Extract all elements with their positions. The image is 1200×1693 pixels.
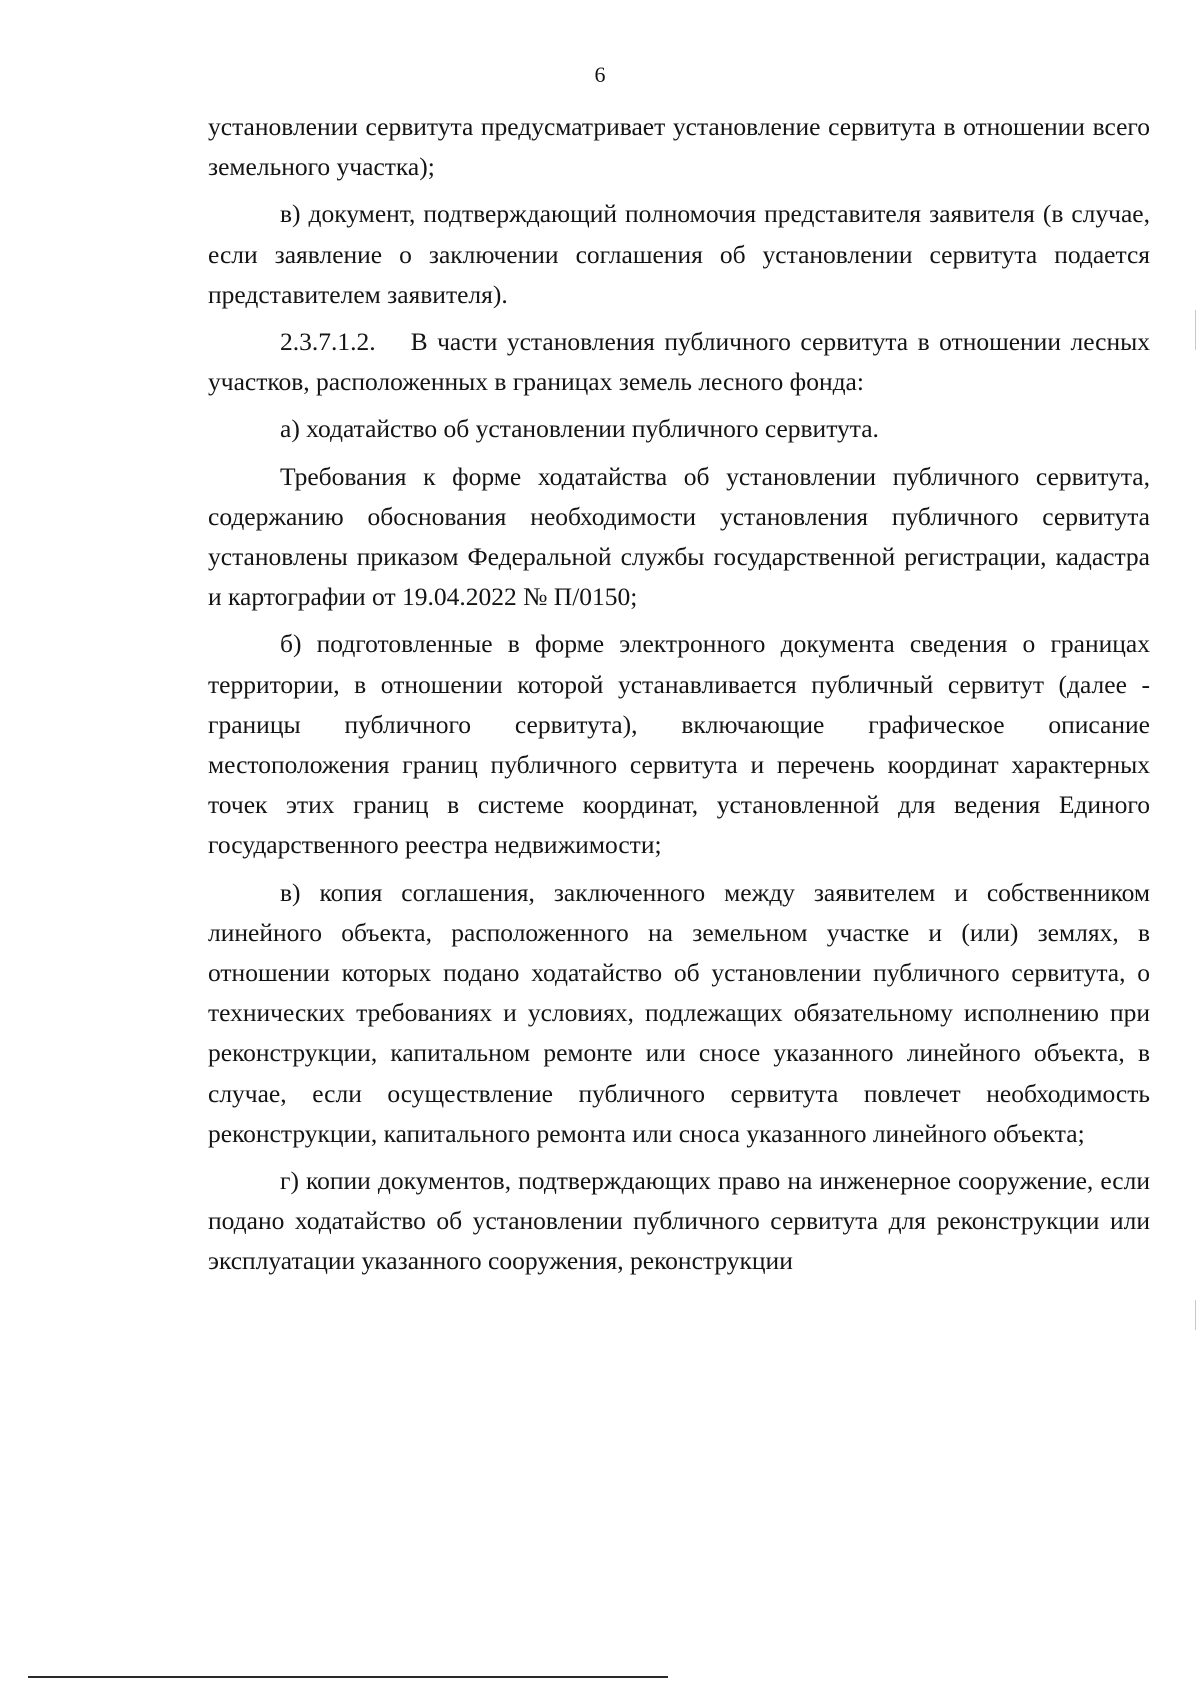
paragraph-item-b-boundaries: б) подготовленные в форме электронного документа сведения о границах территории, в отношении которой устанавливается публичный сервитут (далее - границы публичного сервитута), включающие графическое описание местоположения границ публичного сервитута и перечень координат характерных точек этих границ в системе координат, установленной для ведения Единого государственного реестра недвижимости; (208, 629, 1150, 860)
paragraph-section-2-3-7-1-2: 2.3.7.1.2. В части установления публичного сервитута в отношении лесных участков, расположенных в границах земель лесного фонда: (208, 327, 1150, 397)
page-number: 6 (594, 62, 606, 87)
paragraph-item-g-documents: г) копии документов, подтверждающих право на инженерное сооружение, если подано ходатайство об установлении публичного сервитута для реконструкции или эксплуатации указанного сооружения, реконструкции (208, 1166, 1150, 1276)
document-body (208, 107, 1150, 1289)
paragraph-item-a-petition: а) ходатайство об установлении публичного сервитута. (280, 414, 879, 444)
paragraph-item-v-representative: в) документ, подтверждающий полномочия представителя заявителя (в случае, если заявление о заключении соглашения об установлении сервитута подается представителем заявителя). (208, 199, 1150, 309)
scan-edge-mark (1195, 310, 1196, 350)
footer-rule (28, 1676, 668, 1678)
scan-edge-mark (1195, 1300, 1196, 1330)
paragraph-requirements: Требования к форме ходатайства об установлении публичного сервитута, содержанию обоснования необходимости установления публичного сервитута установлены приказом Федеральной службы государственной регистрации, кадастра и картографии от 19.04.2022 № П/0150; (208, 461, 1150, 612)
paragraph-item-v-agreement-copy: в) копия соглашения, заключенного между заявителем и собственником линейного объекта, расположенного на земельном участке и (или) землях, в отношении которых подано ходатайство об установлении публичного сервитута, о технических требованиях и условиях, подлежащих обязательному исполнению при реконструкции, капитальном ремонте или сносе указанного линейного объекта, в случае, если осуществление публичного сервитута повлечет необходимость реконструкции, капитального ремонта или сноса указанного линейного объекта; (208, 877, 1150, 1148)
paragraph-continuation: установлении сервитута предусматривает установление сервитута в отношении всего земельного участка); (208, 112, 1150, 182)
